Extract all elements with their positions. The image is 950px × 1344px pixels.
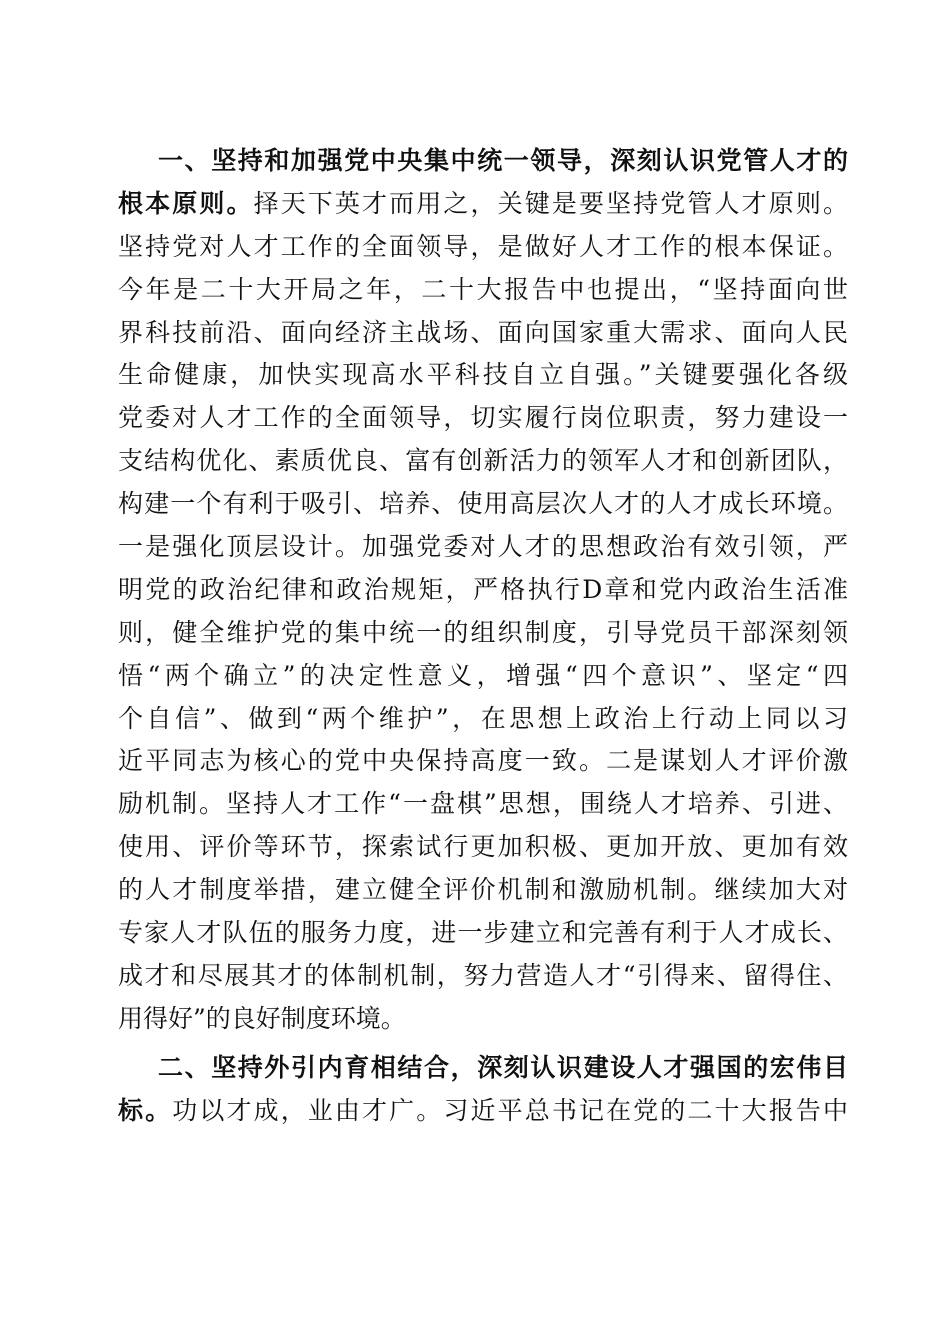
section1-heading-line2: 根本原则。	[118, 188, 254, 218]
section1-text-line: 构建一个有利于吸引、培养、使用高层次人才的人才成长环境。	[118, 489, 848, 519]
section1-text-line: 用得好”的良好制度环境。	[118, 1003, 406, 1033]
section1-text-line: 择天下英才而用之，关键是要坚持党管人才原则。	[253, 188, 848, 218]
section1-text-line: 一是强化顶层设计。加强党委对人才的思想政治有效引领，严	[118, 532, 848, 562]
section1-text-line: 励机制。坚持人才工作“一盘棋”思想，围绕人才培养、引进、	[118, 789, 848, 819]
section1-text-line: 支结构优化、素质优良、富有创新活力的领军人才和创新团队，	[118, 446, 848, 476]
section1-text-line: 专家人才队伍的服务力度，进一步建立和完善有利于人才成长、	[118, 918, 848, 948]
section1-text-line: 使用、评价等环节，探索试行更加积极、更加开放、更加有效	[118, 832, 848, 862]
section1-text-line: 成才和尽展其才的体制机制，努力营造人才“引得来、留得住、	[118, 960, 848, 990]
section2-line-2	[118, 1090, 848, 1133]
section1-text-line: 坚持党对人才工作的全面领导，是做好人才工作的根本保证。	[118, 231, 848, 261]
section2-heading-line1: 二、坚持外引内育相结合，深刻认识建设人才强国的宏伟目	[158, 1052, 848, 1082]
section1-text-line: 的人才制度举措，建立健全评价机制和激励机制。继续加大对	[118, 875, 848, 905]
section1-text-line: 个自信”、做到“两个维护”，在思想上政治上行动上同以习	[118, 703, 848, 733]
section1-text-line: 今年是二十大开局之年，二十大报告中也提出，“坚持面向世	[118, 274, 848, 304]
document-body	[118, 140, 848, 1132]
section1-text-line: 则，健全维护党的集中统一的组织制度，引导党员干部深刻领	[118, 617, 848, 647]
section1-text-line: 悟“两个确立”的决定性意义，增强“四个意识”、坚定“四	[118, 660, 848, 690]
section1-line-2	[118, 183, 848, 226]
section2-heading-line2: 标。	[118, 1095, 173, 1125]
section1-text-line: 明党的政治纪律和政治规矩，严格执行D章和党内政治生活准	[118, 574, 848, 604]
section1-text-line: 近平同志为核心的党中央保持高度一致。二是谋划人才评价激	[118, 746, 848, 776]
section2-text-line: 功以才成，业由才广。习近平总书记在党的二十大报告中	[172, 1095, 848, 1125]
section1-text-line: 党委对人才工作的全面领导，切实履行岗位职责，努力建设一	[118, 403, 848, 433]
section1-text-line: 生命健康，加快实现高水平科技自立自强。”关键要强化各级	[118, 360, 848, 390]
section1-heading-line1: 一、坚持和加强党中央集中统一领导，深刻认识党管人才的	[158, 146, 848, 175]
section1-text-line: 界科技前沿、面向经济主战场、面向国家重大需求、面向人民	[118, 317, 848, 347]
